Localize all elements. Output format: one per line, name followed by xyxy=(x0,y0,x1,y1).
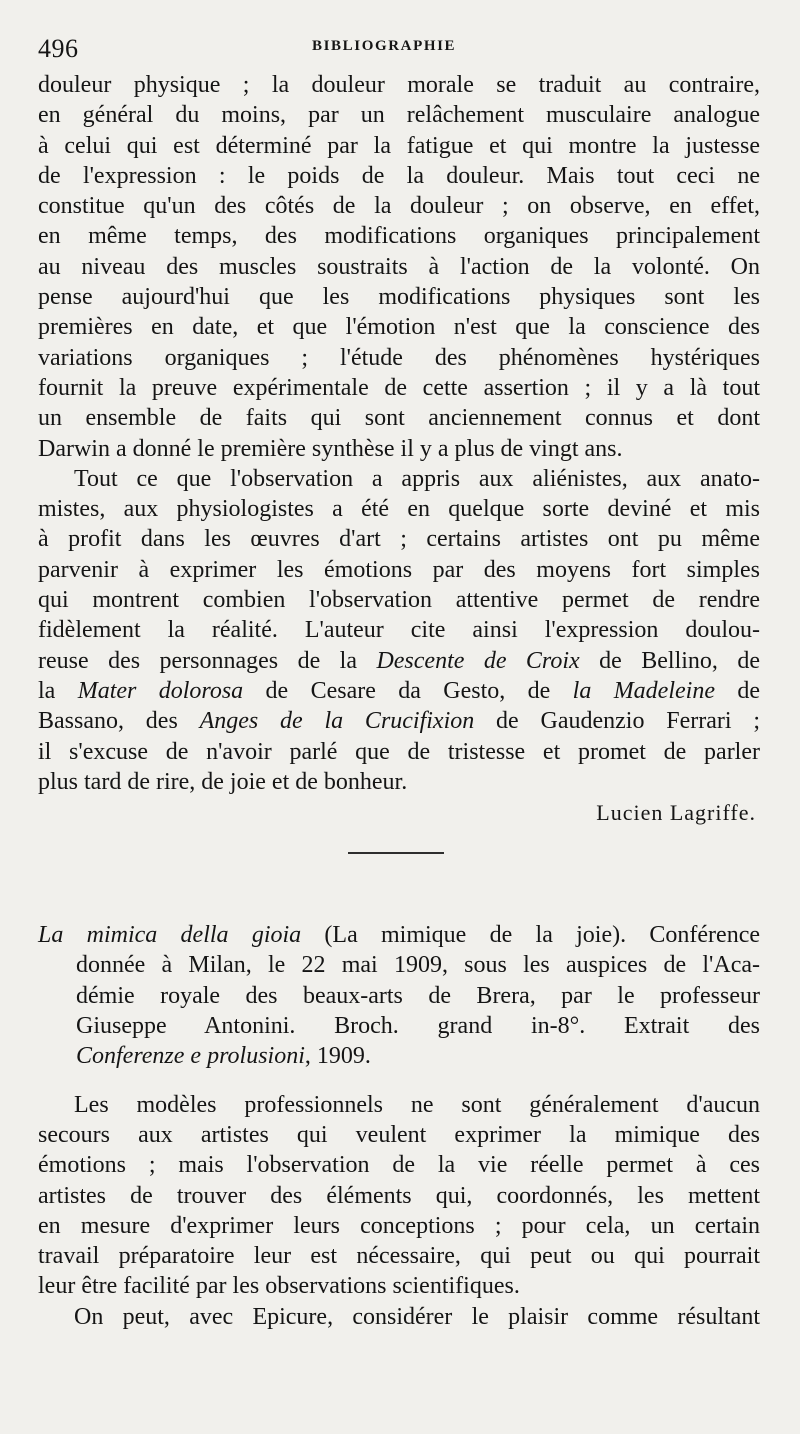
review-continued-paragraph xyxy=(38,70,760,464)
text-line: pense aujourd'hui que les modifications physiques sont les xyxy=(38,284,760,311)
text-line: émotions ; mais l'observation de la vie réelle permet à ces xyxy=(38,1152,760,1179)
text-line: au niveau des muscles soustraits à l'action de la volonté. On xyxy=(38,253,760,280)
text-line: Darwin a donné le première synthèse il y a plus de vingt ans. xyxy=(38,435,623,462)
page-number: 496 xyxy=(38,34,79,63)
text-line: mistes, aux physiologistes a été en quelque sorte deviné et mis xyxy=(38,496,760,523)
work-title: La mimica della gioia xyxy=(38,922,302,949)
text-line: qui montrent combien l'observation attentive permet de rendre xyxy=(38,587,760,614)
book-page xyxy=(38,26,760,1416)
text-line: Les modèles professionnels ne sont généralement d'aucun xyxy=(74,1091,760,1118)
text-line: constitue qu'un des côtés de la douleur ; on observe, en effet, xyxy=(38,193,760,220)
text-run: de Bellino, de xyxy=(579,647,760,674)
text-line: On peut, avec Epicure, considérer le plaisir comme résultant xyxy=(74,1303,760,1330)
text-line xyxy=(38,676,760,706)
review-body-paragraph xyxy=(38,1090,760,1302)
review-art-paragraph xyxy=(38,464,760,797)
work-title: Conferenze e prolusioni xyxy=(76,1043,305,1070)
text-line: fournit la preuve expérimentale de cette assertion ; il y a là tout xyxy=(38,374,760,401)
text-line: Giuseppe Antonini. Broch. grand in-8°. Extrait des xyxy=(76,1013,760,1040)
text-line: à celui qui est déterminé par la fatigue et qui montre la justesse xyxy=(38,132,760,159)
text-line xyxy=(38,646,760,676)
text-run: (La mimique de la joie). Conférence xyxy=(301,922,760,949)
text-line xyxy=(38,1041,760,1071)
artwork-title: Mater dolorosa xyxy=(77,677,244,704)
text-line: fidèlement la réalité. L'auteur cite ainsi l'expression doulou- xyxy=(38,617,760,644)
bibliographic-entry xyxy=(38,920,760,1071)
running-head xyxy=(38,26,760,70)
text-line xyxy=(38,920,760,950)
text-run: Bassano, des xyxy=(38,708,200,735)
text-line: douleur physique ; la douleur morale se traduit au contraire, xyxy=(38,72,760,98)
text-line: artistes de trouver des éléments qui, coordonnés, les mettent xyxy=(38,1182,760,1209)
text-line: parvenir à exprimer les émotions par des moyens fort simples xyxy=(38,556,760,583)
text-line: travail préparatoire leur est nécessaire, qui peut ou qui pourrait xyxy=(38,1243,760,1270)
text-line: de l'expression : le poids de la douleur. Mais tout ceci ne xyxy=(38,162,760,189)
text-run: de Gaudenzio Ferrari ; xyxy=(474,708,761,735)
text-line: démie royale des beaux-arts de Brera, par le professeur xyxy=(76,982,760,1009)
text-line: leur être facilité par les observations scientifiques. xyxy=(38,1273,520,1300)
running-title: BIBLIOGRAPHIE xyxy=(312,38,457,54)
text-run: de xyxy=(714,677,761,704)
text-line: donnée à Milan, le 22 mai 1909, sous les auspices de l'Aca- xyxy=(76,952,760,979)
text-line xyxy=(38,706,760,736)
text-line: en même temps, des modifications organiques principalement xyxy=(38,223,760,250)
text-run: reuse des personnages de la xyxy=(38,647,377,674)
text-line: il s'excuse de n'avoir parlé que de tristesse et promet de parler xyxy=(38,738,760,765)
reviewer-signature: Lucien Lagriffe. xyxy=(596,800,756,826)
artwork-title: Descente de Croix xyxy=(376,647,580,674)
artwork-title: la Madeleine xyxy=(572,677,715,704)
text-line: variations organiques ; l'étude des phénomènes hystériques xyxy=(38,344,760,371)
text-line: en général du moins, par un relâchement musculaire analogue xyxy=(38,102,760,129)
text-line: en mesure d'exprimer leurs conceptions ; pour cela, un certain xyxy=(38,1212,760,1239)
text-line: un ensemble de faits qui sont anciennement connus et dont xyxy=(38,405,760,432)
text-line: à profit dans les œuvres d'art ; certains artistes ont pu même xyxy=(38,526,760,553)
text-run: de Cesare da Gesto, de xyxy=(243,677,573,704)
text-run: , 1909. xyxy=(304,1043,371,1070)
text-run: la xyxy=(38,677,78,704)
artwork-title: Anges de la Crucifixion xyxy=(199,708,475,735)
text-line: premières en date, et que l'émotion n'est que la conscience des xyxy=(38,314,760,341)
review-next-paragraph xyxy=(38,1302,760,1332)
text-line: secours aux artistes qui veulent exprimer la mimique des xyxy=(38,1121,760,1148)
text-line: plus tard de rire, de joie et de bonheur. xyxy=(38,768,408,795)
text-line: Tout ce que l'observation a appris aux aliénistes, aux anato- xyxy=(74,465,760,492)
